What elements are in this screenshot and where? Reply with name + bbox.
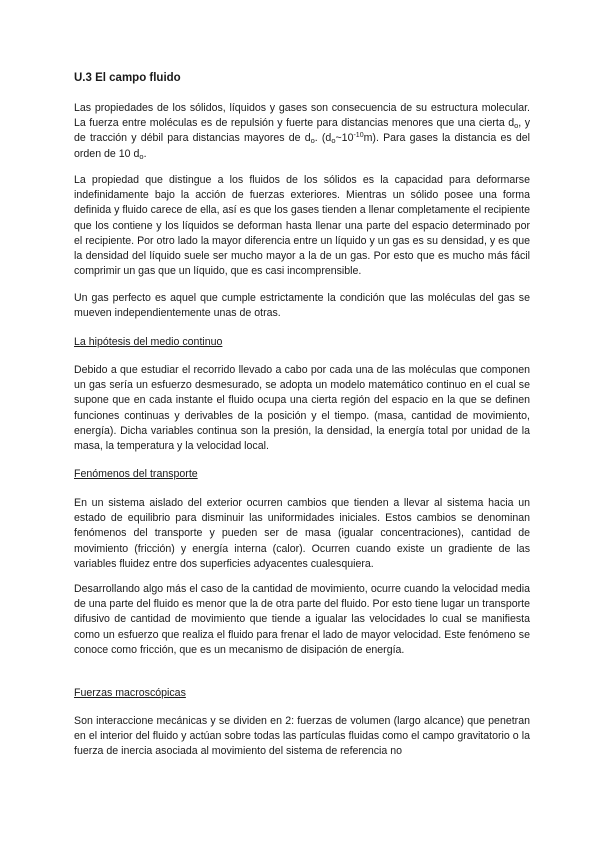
paragraph-intro: Las propiedades de los sólidos, líquidos y gases son consecuencia de su estructura molecular. La fuerza entre moléculas es de repulsión y fuerte para distancias menores que una cierta $d_o$, y de tracción y débil para distancias mayores de $d_o$. $(d_o\sim 10^{-10}m)$. Para gases la distancia es del orden de 10 $d_o$. [74, 102, 530, 161]
paragraph-perfect-gas: Un gas perfecto es aquel que cumple estrictamente la condición que las moléculas del gas se mueven independientemente unas de otras. [74, 292, 530, 320]
paragraph-fluid-properties: La propiedad que distingue a los fluidos de los sólidos es la capacidad para deformarse indefinidamente bajo la acción de fuerzas exteriores. Mientras un sólido posee una forma definida y fluido carece de ella, así es que los gases tienden a llenar completamente el recipiente que los contiene y los líquidos se deforman hasta llenar una parte del espacio determinado por el recipiente. Por otro lado la mayor diferencia entre un líquido y un gas es su densidad, y es que la densidad del líquido suele ser mucho mayor a la de un gas. Por esto que es mucho más fácil comprimir un gas que un líquido, que es casi incomprensible. [74, 174, 530, 278]
section-heading-continuum: La hipótesis del medio continuo [74, 336, 223, 348]
paragraph-continuum: Debido a que estudiar el recorrido llevado a cabo por cada una de las moléculas que componen un gas sería un esfuerzo desmesurado, se adopta un modelo matemático continuo en el cual se supone que en cada instante el fluido ocupa una cierta región del espacio en la que se definen funciones continuas y derivables de la posición y el tiempo. (masa, cantidad de movimiento, energía). Dicha variables continua son la presión, la densidad, la energía total por unidad de la masa, la temperatura y la velocidad local. [74, 364, 530, 453]
section-heading-forces: Fuerzas macroscópicas [74, 687, 186, 699]
paragraph-forces: Son interaccione mecánicas y se dividen en 2: fuerzas de volumen (largo alcance) que penetran en el interior del fluido y actúan sobre todas las partículas fluidas como el campo gravitatorio o la fuerza de inercia asociada al movimiento del sistema de referencia no [74, 715, 530, 758]
section-heading-transport: Fenómenos del transporte [74, 468, 198, 480]
paragraph-momentum: Desarrollando algo más el caso de la cantidad de movimiento, ocurre cuando la velocidad media de una parte del fluido es menor que la de otra parte del fluido. Por esto tiene lugar un transporte difusivo de cantidad de movimiento que tiende a igualar las velocidades lo cual se manifiesta como un esfuerzo que realiza el fluido para frenar el lado de mayor velocidad. Este fenómeno se conoce como fricción, que es un mecanismo de disipación de energía. [74, 583, 530, 656]
paragraph-transport: En un sistema aislado del exterior ocurren cambios que tienden a llevar al sistema hacia un estado de equilibrio para disminuir las uniformidades iniciales. Estos cambios se denominan fenómenos del transporte y pueden ser de masa (igualar concentraciones), cantidad de movimiento (fricción) y energía interna (calor). Ocurren cuando existe un gradiente de las variables fluidez entre dos superficies adyacentes cualesquiera. [74, 497, 530, 570]
document-title: U.3 El campo fluido [74, 72, 181, 84]
